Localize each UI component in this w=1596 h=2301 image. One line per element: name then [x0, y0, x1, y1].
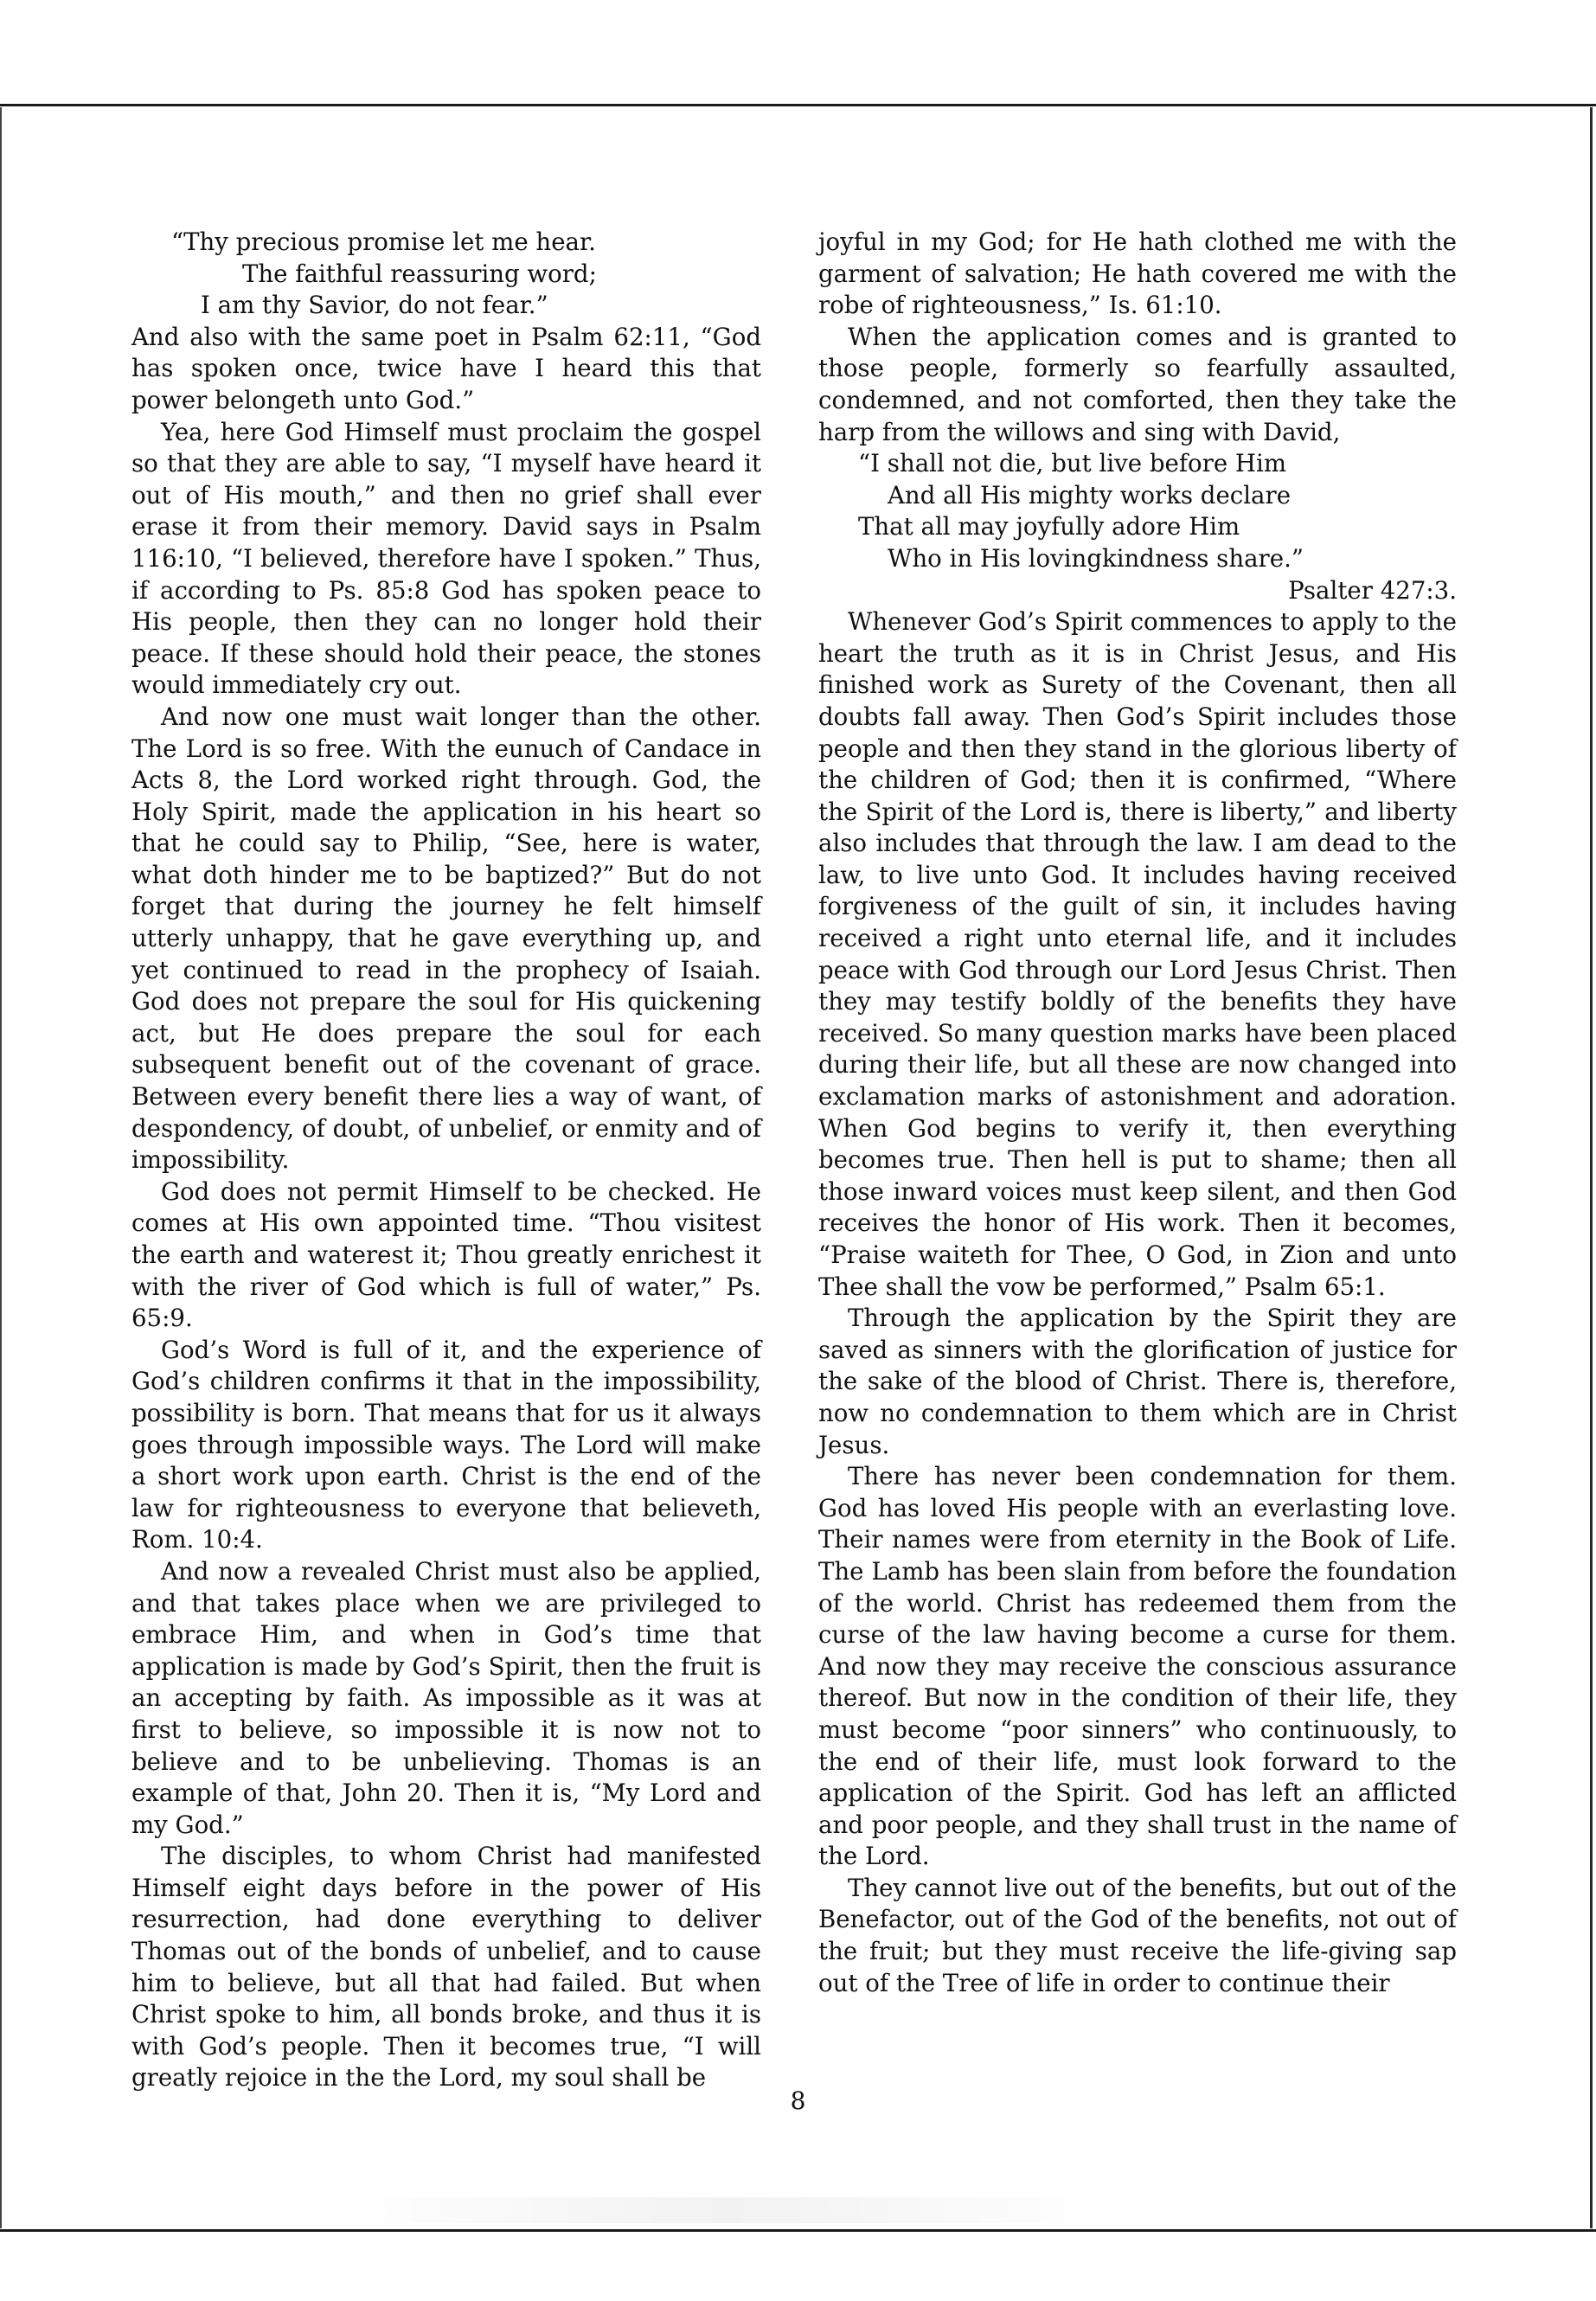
psalter-line: That all may joyfully adore Him: [858, 512, 1240, 542]
psalter-reference: Psalter 427:3.: [1288, 575, 1457, 605]
psalter-line: And all His mighty works declare: [888, 480, 1292, 510]
paragraph: And now a revealed Christ must also be applied, and that takes place when we are privileged to embrace Him, and when in God’s time that application is made by God’s Spirit, then the fruit is an accepting by faith. As impossible as it was at first to believe, so impossible it is now not to believe and to be unbelieving. Thomas is an example of that, John 20. Then it is, “My Lord and my God.”: [131, 1556, 761, 1839]
scan-smudge: [337, 2197, 1116, 2223]
paragraph: When the application comes and is granted to those people, formerly so fearfully assaulted, condemned, and not comforted, then they take the harp from the willows and sing with David,: [818, 322, 1457, 446]
paragraph: Through the application by the Spirit they are saved as sinners with the glorification of justice for the sake of the blood of Christ. There is, therefore, now no condemnation to them which are in Christ Jesus.: [818, 1304, 1457, 1459]
poem-line: I am thy Savior, do not fear.”: [201, 291, 548, 320]
paragraph: The disciples, to whom Christ had manifested Himself eight days before in the power of His resurrection, had done everything to deliver Thomas out of the bonds of unbelief, and to cause him to believe, but all that had failed. But when Christ spoke to him, all bonds broke, and thus it is with God’s people. Then it becomes true, “I will greatly rejoice in the the Lord, my soul shall be: [131, 1842, 761, 2093]
paragraph: And now one must wait longer than the other. The Lord is so free. With the eunuch of Candace in Acts 8, the Lord worked right through. God, the Holy Spirit, made the application in his heart so that he could say to Philip, “See, here is water, what doth hinder me to be baptized?” But do not forget that during the journey he felt himself utterly unhappy, that he gave everything up, and yet continued to read in the prophecy of Isaiah. God does not prepare the soul for His quickening act, but He does prepare the soul for each subsequent benefit out of the covenant of grace. Between every benefit there lies a way of want, of despondency, of doubt, of unbelief, or enmity and of impossibility.: [131, 702, 761, 1175]
page-right-edge: [1590, 107, 1593, 2228]
psalter-line: Who in His lovingkindness share.”: [888, 543, 1304, 573]
page-number: 8: [790, 2086, 806, 2115]
poem-line: “Thy precious promise let me hear.: [171, 228, 596, 256]
paragraph: God does not permit Himself to be checked. He comes at His own appointed time. “Thou visitest the earth and waterest it; Thou greatly enrichest it with the river of God which is full of water,” Ps. 65:9.: [131, 1176, 761, 1333]
left-column: [131, 227, 761, 2094]
paragraph: Whenever God’s Spirit commences to apply to the heart the truth as it is in Christ Jesus, and His finished work as Surety of the Covenant, then all doubts fall away. Then God’s Spirit includes those people and then they stand in the glorious liberty of the children of God; then it is confirmed, “Where the Spirit of the Lord is, there is liberty,” and liberty also includes that through the law. I am dead to the law, to live unto God. It includes having received forgiveness of the guilt of sin, it includes having received a right unto eternal life, and it includes peace with God through our Lord Jesus Christ. Then they may testify boldly of the benefits they have received. So many question marks have been placed during their life, but all these are now changed into exclamation marks of astonishment and adoration. When God begins to verify it, then everything becomes true. Then hell is put to shame; then all those inward voices must keep silent, and then God receives the honor of His work. Then it becomes, “Praise waiteth for Thee, O God, in Zion and unto Thee shall the vow be performed,” Psalm 65:1.: [818, 607, 1457, 1301]
paragraph: And also with the same poet in Psalm 62:11, “God has spoken once, twice have I heard this that power belongeth unto God.”: [131, 322, 761, 414]
page-left-edge: [0, 107, 2, 2228]
paragraph: Yea, here God Himself must proclaim the gospel so that they are able to say, “I myself have heard it out of His mouth,” and then no grief shall ever erase it from their memory. David says in Psalm 116:10, “I believed, therefore have I spoken.” Thus, if according to Ps. 85:8 God has spoken peace to His people, then they can no longer hold their peace. If these should hold their peace, the stones would immediately cry out.: [131, 417, 761, 700]
right-column: [818, 227, 1457, 1999]
paragraph: There has never been condemnation for them. God has loved His people with an everlasting love. Their names were from eternity in the Book of Life. The Lamb has been slain from before the foundation of the world. Christ has redeemed them from the curse of the law having become a curse for them. And now they may receive the conscious assurance thereof. But now in the condition of their life, they must become “poor sinners” who continuously, to the end of their life, must look forward to the application of the Spirit. God has left an afflicted and poor people, and they shall trust in the name of the Lord.: [818, 1462, 1457, 1871]
paragraph: God’s Word is full of it, and the experience of God’s children confirms it that in the impossibility, possibility is born. That means that for us it always goes through impossible ways. The Lord will make a short work upon earth. Christ is the end of the law for righteousness to everyone that believeth, Rom. 10:4.: [131, 1335, 761, 1554]
paragraph: They cannot live out of the benefits, but out of the Benefactor, out of the God of the benefits, not out of the fruit; but they must receive the life-giving sap out of the Tree of life in order to continue their: [818, 1873, 1457, 1997]
psalter-line: “I shall not die, but live before Him: [858, 449, 1286, 478]
paragraph-continuation: joyful in my God; for He hath clothed me with the garment of salvation; He hath covered me with the robe of righteousness,” Is. 61:10.: [818, 228, 1457, 320]
poem-line: The faithful reassuring word;: [242, 259, 597, 288]
